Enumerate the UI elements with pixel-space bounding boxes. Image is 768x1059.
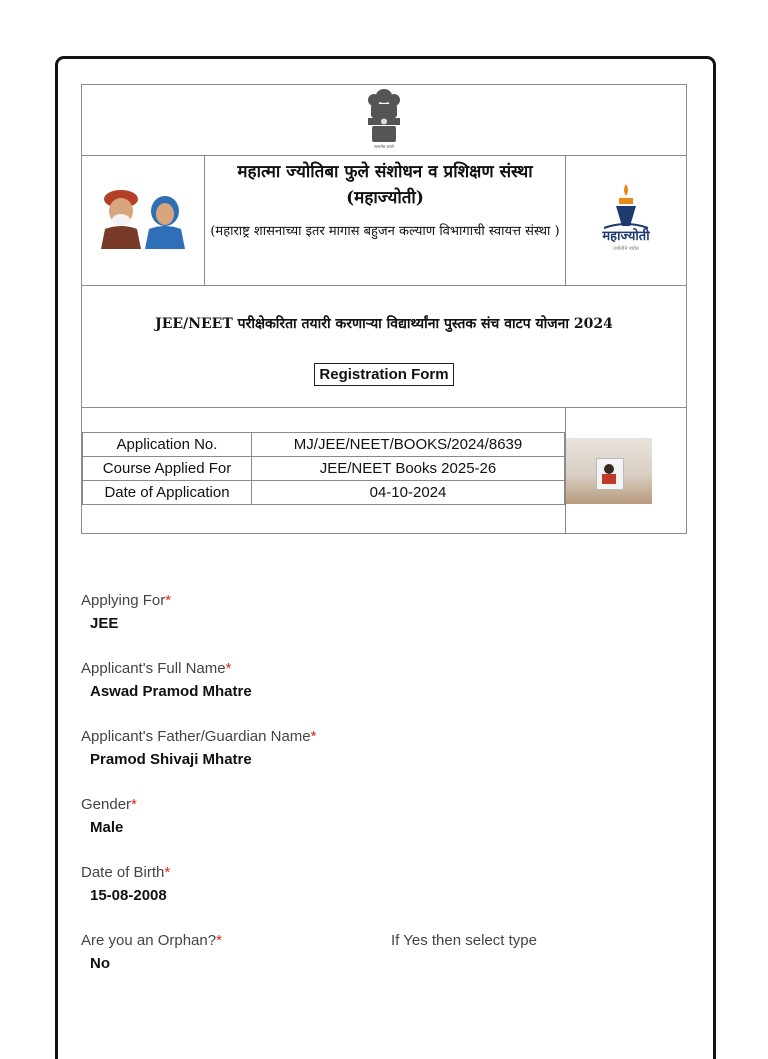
required-mark: *: [165, 592, 172, 609]
guardian-name-field: [81, 728, 317, 768]
founders-portrait-icon: [97, 187, 189, 249]
required-mark: *: [131, 796, 137, 813]
org-title-cell: [205, 156, 566, 286]
logo-text: महाज्योती: [602, 229, 650, 244]
table-row: [83, 481, 565, 505]
row-label: Application No.: [83, 433, 252, 457]
mahajyoti-logo-cell: [566, 156, 687, 286]
required-mark: *: [310, 728, 317, 745]
svg-text:सत्यमेव जयते: सत्यमेव जयते: [374, 143, 394, 149]
full-name-label: Applicant's Full Name: [81, 660, 226, 677]
orphan-label: Are you an Orphan?: [81, 932, 217, 949]
registration-form-label: Registration Form: [314, 363, 453, 386]
guardian-name-value: Pramod Shivaji Mhatre: [90, 751, 252, 768]
mahajyoti-logo-icon: [586, 182, 666, 254]
row-value: 04-10-2024: [252, 481, 565, 505]
guardian-name-label: Applicant's Father/Guardian Name: [81, 728, 311, 745]
header-table: [81, 84, 687, 534]
dob-label: Date of Birth: [81, 864, 165, 881]
scheme-title: JEE/NEET परीक्षेकरिता तयारी करणाऱ्या विद्यार्थ्यांना पुस्तक संच वाटप योजना 2024: [155, 315, 613, 332]
applying-for-field: [81, 592, 171, 632]
applicant-photo: [566, 438, 652, 504]
emblem-cell: [82, 85, 687, 156]
row-value: MJ/JEE/NEET/BOOKS/2024/8639: [252, 433, 565, 457]
state-emblem-icon: [362, 86, 406, 150]
gender-field: [81, 796, 137, 836]
logo-tagline: ज्योतीने ज्योत: [613, 246, 639, 252]
orphan-type-field: [391, 932, 537, 949]
gender-label: Gender: [81, 796, 132, 813]
applying-for-label: Applying For: [81, 592, 166, 609]
dob-value: 15-08-2008: [90, 887, 167, 904]
applicant-photo-cell: [566, 408, 687, 534]
application-details-cell: [82, 408, 566, 534]
founders-portrait-cell: [82, 156, 205, 286]
applying-for-value: JEE: [90, 615, 119, 632]
full-name-field: [81, 660, 252, 700]
scheme-cell: [82, 286, 687, 408]
row-label: Course Applied For: [83, 457, 252, 481]
table-row: [83, 457, 565, 481]
row-value: JEE/NEET Books 2025-26: [252, 457, 565, 481]
row-label: Date of Application: [83, 481, 252, 505]
required-mark: *: [216, 932, 222, 949]
required-mark: *: [225, 660, 232, 677]
orphan-type-label: If Yes then select type: [391, 932, 537, 949]
application-table: [82, 432, 565, 505]
org-name: महात्मा ज्योतिबा फुले संशोधन व प्रशिक्षण संस्था (महाज्योती): [237, 162, 533, 208]
org-subtitle: (महाराष्ट्र शासनाच्या इतर मागास बहुजन कल्याण विभागाची स्वायत्त संस्था ): [210, 224, 560, 239]
orphan-value: No: [90, 955, 110, 972]
orphan-field: [81, 932, 222, 972]
dob-field: [81, 864, 170, 904]
required-mark: *: [164, 864, 171, 881]
full-name-value: Aswad Pramod Mhatre: [90, 683, 252, 700]
table-row: [83, 433, 565, 457]
gender-value: Male: [90, 819, 124, 836]
